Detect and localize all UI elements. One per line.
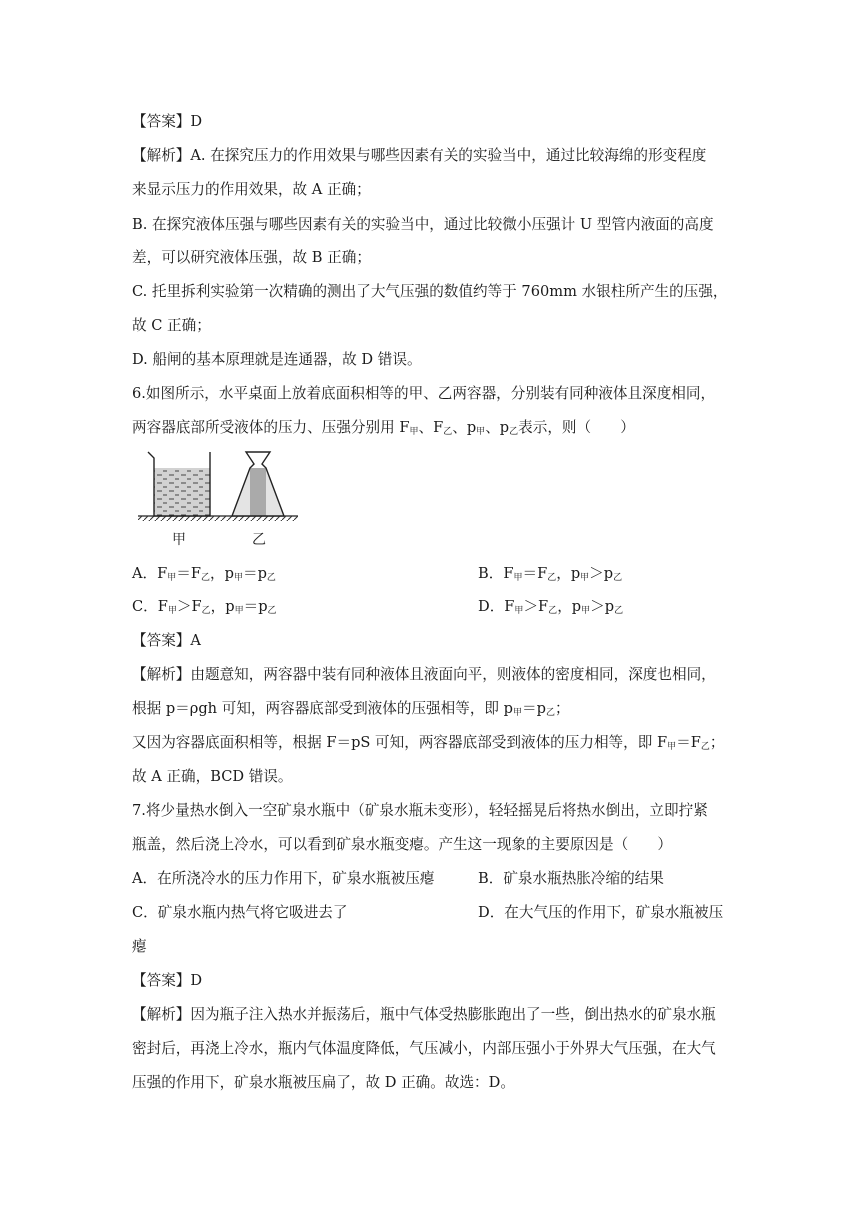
option-a: A．$F_甲=F_乙$，$p_甲=p_乙$ <box>132 565 276 583</box>
option-a: A．在所浇冷水的压力作用下，矿泉水瓶被压瘪 <box>132 870 435 887</box>
answer-label: 【答案】D <box>132 113 203 130</box>
analysis-line: C. 托里拆利实验第一次精确的测出了大气压强的数值约等于 760mm 水银柱所产生的压强， <box>132 283 728 300</box>
option-b: B．矿泉水瓶热胀冷缩的结果 <box>478 870 664 887</box>
stem-text: 、F <box>418 419 444 436</box>
question-stem <box>132 418 635 442</box>
analysis-line: 故 C 正确； <box>132 317 211 334</box>
stem-text: 表示，则（ ） <box>518 419 635 436</box>
analysis-line: 根据 p＝ρgh 可知，两容器底部受到液体的压强相等，即 $p_甲=p_乙$； <box>132 700 570 718</box>
answer-label: 【答案】D <box>132 972 203 989</box>
question-stem: 瓶盖，然后浇上冷水，可以看到矿泉水瓶变瘪。产生这一现象的主要原因是（ ） <box>132 836 672 853</box>
analysis-line: 压强的作用下，矿泉水瓶被压扁了，故 D 正确。故选：D。 <box>132 1074 515 1091</box>
analysis-line: D. 船闸的基本原理就是连通器，故 D 错误。 <box>132 351 422 368</box>
analysis-line <box>132 146 706 166</box>
container-jia <box>148 452 210 516</box>
containers-figure <box>132 448 302 550</box>
subscript: 乙 <box>443 427 453 437</box>
question-stem: 7.将少量热水倒入一空矿泉水瓶中（矿泉水瓶未变形），轻轻摇晃后将热水倒出，立即拧紧 <box>132 802 708 819</box>
analysis-label: 【解析】 <box>132 1006 191 1023</box>
analysis-text: 因为瓶子注入热水并振荡后，瓶中气体受热膨胀跑出了一些，倒出热水的矿泉水瓶 <box>190 1006 716 1023</box>
stem-text: 、p <box>485 419 510 436</box>
option-d: D．在大气压的作用下，矿泉水瓶被压 <box>478 904 724 921</box>
analysis-text: A. 在探究压力的作用效果与哪些因素有关的实验当中，通过比较海绵的形变程度 <box>190 147 707 164</box>
analysis-line: 故 A 正确，BCD 错误。 <box>132 768 293 785</box>
answer-label: 【答案】A <box>132 632 201 649</box>
analysis-label: 【解析】 <box>132 147 191 164</box>
analysis-line <box>132 665 716 685</box>
table-surface <box>138 516 298 521</box>
option-c: C．矿泉水瓶内热气将它吸进去了 <box>132 904 348 921</box>
analysis-text: 由题意知，两容器中装有同种液体且液面向平，则液体的密度相同，深度也相同， <box>190 666 716 683</box>
option-b: B．$F_甲=F_乙$，$p_甲>p_乙$ <box>478 565 623 583</box>
label-yi: 乙 <box>252 532 266 548</box>
analysis-line: 密封后，再浇上冷水，瓶内气体温度降低，气压减小，内部压强小于外界大气压强，在大气 <box>132 1040 716 1057</box>
subscript: 甲 <box>409 427 419 437</box>
stem-text: 两容器底部所受液体的压力、压强分别用 F <box>132 419 410 436</box>
analysis-line: 差，可以研究液体压强，故 B 正确； <box>132 249 371 266</box>
option-d: D．$F_甲>F_乙$，$p_甲>p_乙$ <box>478 598 624 616</box>
question-stem: 6.如图所示，水平桌面上放着底面积相等的甲、乙两容器，分别装有同种液体且深度相同， <box>132 385 716 402</box>
stem-text: 、p <box>452 419 477 436</box>
subscript: 乙 <box>509 427 519 437</box>
subscript: 甲 <box>476 427 486 437</box>
analysis-line: 来显示压力的作用效果，故 A 正确； <box>132 181 371 198</box>
analysis-line: 又因为容器底面积相等，根据 F＝pS 可知，两容器底部受到液体的压力相等，即 $F_甲=F_乙$； <box>132 734 725 752</box>
container-yi <box>232 452 284 516</box>
option-c: C．$F_甲>F_乙$，$p_甲=p_乙$ <box>132 598 277 616</box>
analysis-line: B. 在探究液体压强与哪些因素有关的实验当中，通过比较微小压强计 U 型管内液面的高度 <box>132 216 714 233</box>
analysis-label: 【解析】 <box>132 666 191 683</box>
analysis-line <box>132 1005 716 1025</box>
option-d-continued: 瘪 <box>132 938 147 955</box>
label-jia: 甲 <box>172 532 186 548</box>
